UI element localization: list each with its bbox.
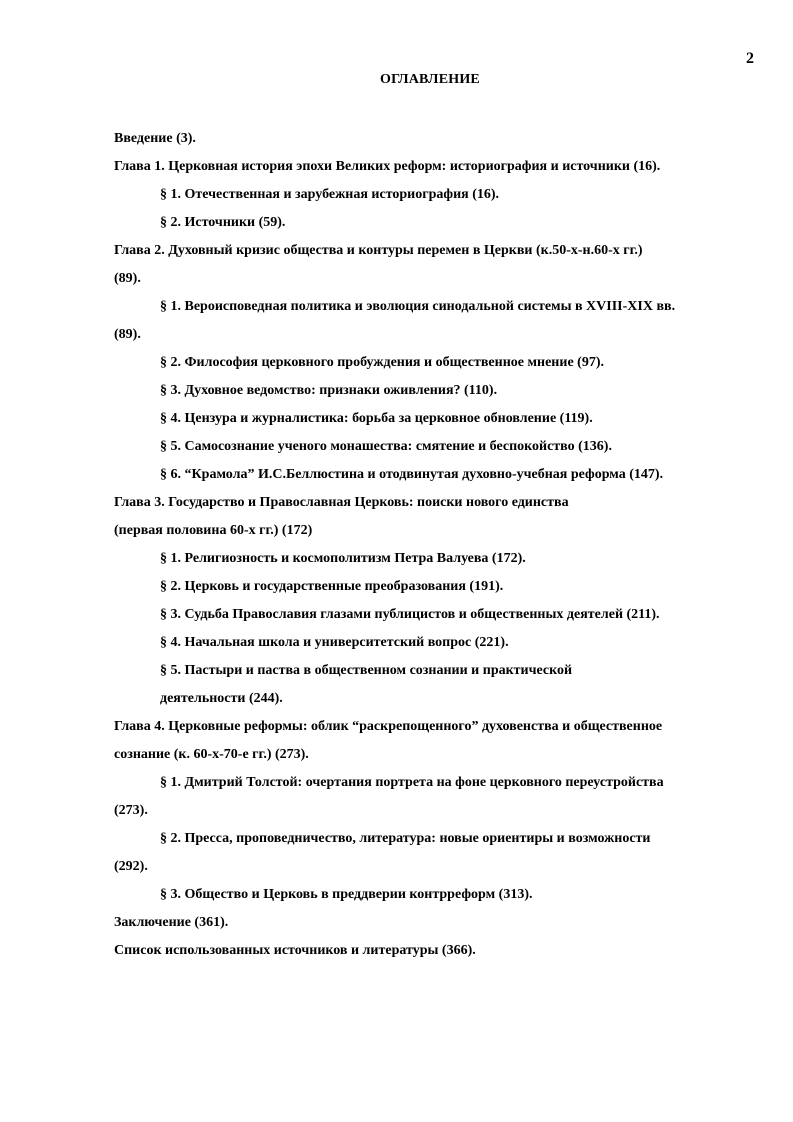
toc-section-line: § 4. Начальная школа и университетский вопрос (221). bbox=[160, 635, 509, 650]
toc-chapter-line: (89). bbox=[114, 327, 141, 342]
toc-section-line: § 5. Пастыри и паства в общественном сознании и практической bbox=[160, 663, 573, 678]
toc-section-line: § 1. Отечественная и зарубежная историография (16). bbox=[160, 187, 500, 202]
toc-section-line: § 1. Религиозность и космополитизм Петра Валуева (172). bbox=[160, 551, 526, 566]
page-title: ОГЛАВЛЕНИЕ bbox=[380, 72, 480, 87]
toc-section-line: § 6. “Крамола” И.С.Беллюстина и отодвинутая духовно-учебная реформа (147). bbox=[160, 467, 664, 482]
toc-section-line: деятельности (244). bbox=[160, 691, 283, 706]
toc-section-line: § 3. Духовное ведомство: признаки оживления? (110). bbox=[160, 383, 498, 398]
toc-section-line: § 2. Источники (59). bbox=[160, 215, 286, 230]
toc-section-line: § 4. Цензура и журналистика: борьба за церковное обновление (119). bbox=[160, 411, 593, 426]
toc-chapter-line: (первая половина 60-х гг.) (172) bbox=[114, 523, 313, 538]
toc-section-line: § 2. Пресса, проповедничество, литература: новые ориентиры и возможности bbox=[160, 831, 651, 846]
toc-chapter-line: (273). bbox=[114, 803, 148, 818]
table-of-contents bbox=[114, 125, 754, 965]
toc-section-line: § 1. Дмитрий Толстой: очертания портрета на фоне церковного переустройства bbox=[160, 775, 664, 790]
toc-chapter-line: Глава 1. Церковная история эпохи Великих реформ: историография и источники (16). bbox=[114, 159, 661, 174]
toc-chapter-line: Список использованных источников и литературы (366). bbox=[114, 943, 476, 958]
toc-section-line: § 1. Вероисповедная политика и эволюция синодальной системы в XVIII-XIX вв. bbox=[160, 299, 676, 314]
toc-section-line: § 3. Общество и Церковь в преддверии контрреформ (313). bbox=[160, 887, 533, 902]
toc-chapter-line: Введение (3). bbox=[114, 131, 196, 146]
toc-chapter-line: Глава 2. Духовный кризис общества и контуры перемен в Церкви (к.50-х-н.60-х гг.) bbox=[114, 243, 643, 258]
toc-chapter-line: (292). bbox=[114, 859, 148, 874]
toc-chapter-line: Глава 4. Церковные реформы: облик “раскрепощенного” духовенства и общественное bbox=[114, 719, 663, 734]
toc-chapter-line: (89). bbox=[114, 271, 141, 286]
toc-section-line: § 2. Церковь и государственные преобразования (191). bbox=[160, 579, 504, 594]
toc-chapter-line: сознание (к. 60-х-70-е гг.) (273). bbox=[114, 747, 309, 762]
toc-chapter-line: Глава 3. Государство и Православная Церковь: поиски нового единства bbox=[114, 495, 569, 510]
toc-section-line: § 3. Судьба Православия глазами публицистов и общественных деятелей (211). bbox=[160, 607, 660, 622]
toc-section-line: § 2. Философия церковного пробуждения и общественное мнение (97). bbox=[160, 355, 604, 370]
toc-chapter-line: Заключение (361). bbox=[114, 915, 229, 930]
toc-section-line: § 5. Самосознание ученого монашества: смятение и беспокойство (136). bbox=[160, 439, 612, 454]
page-number: 2 bbox=[746, 50, 754, 67]
